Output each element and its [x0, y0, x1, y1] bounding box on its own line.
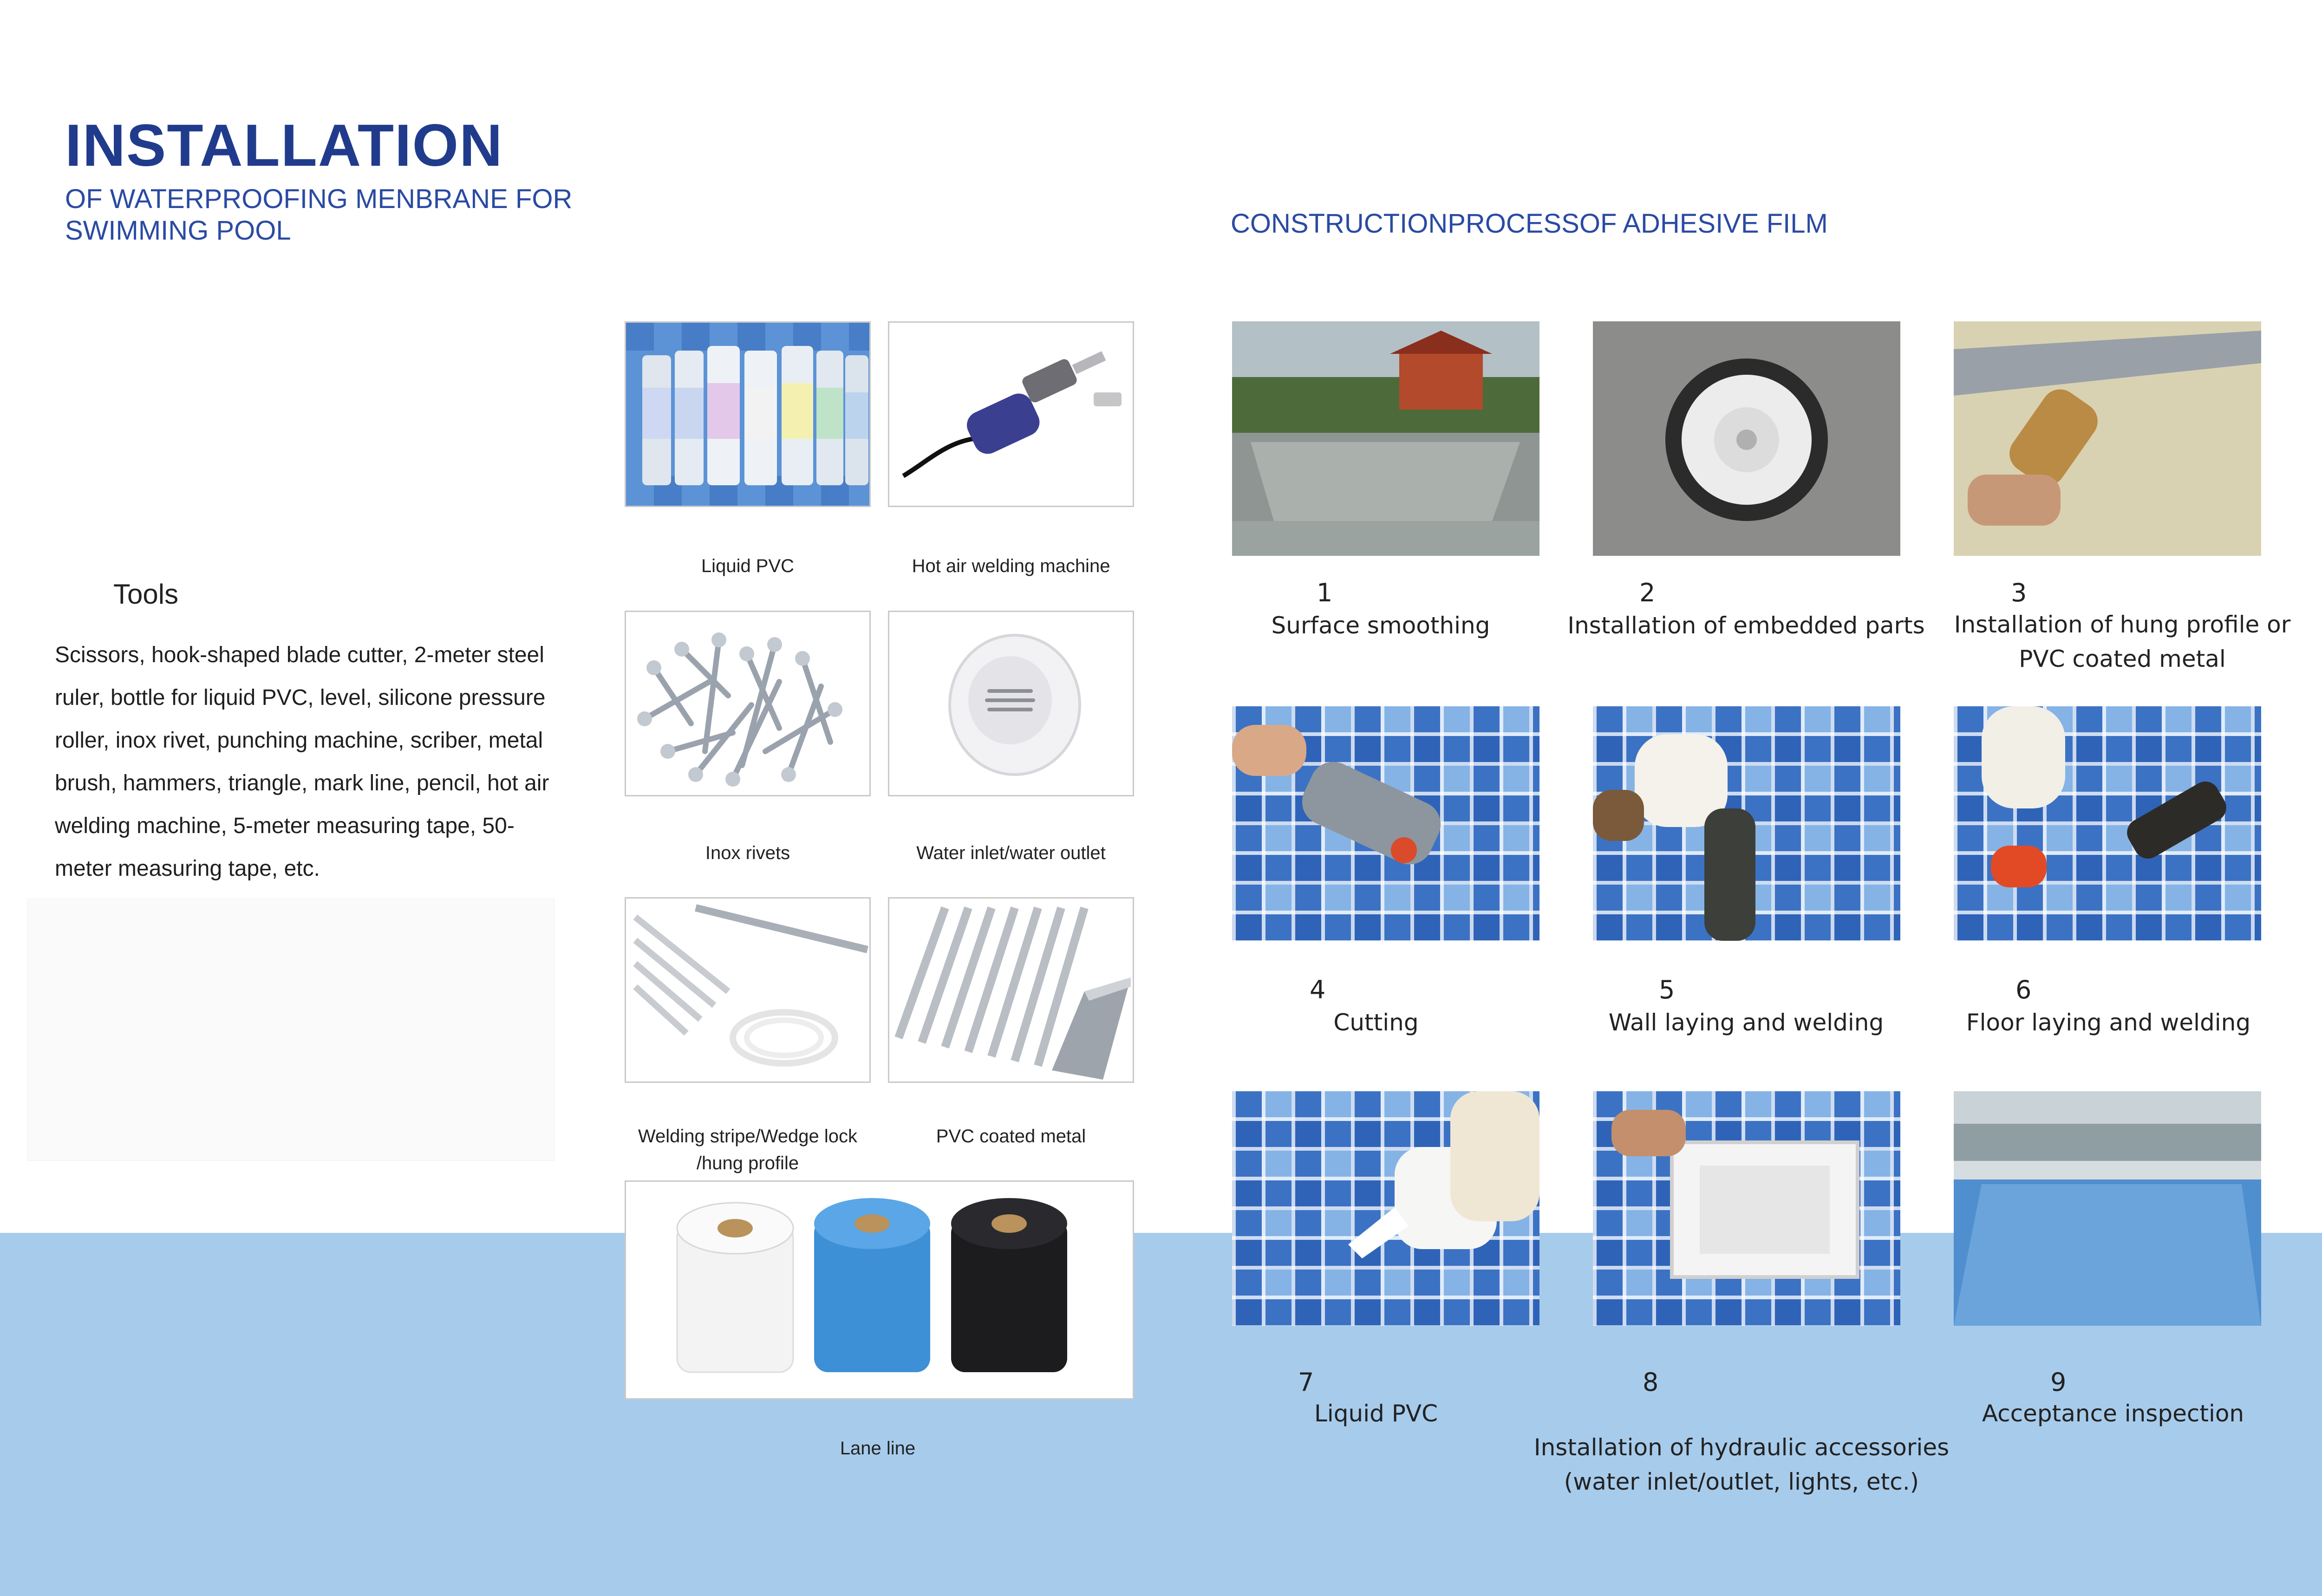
step-8-caption-line-2: (water inlet/outlet, lights, etc.) — [1564, 1468, 1919, 1495]
step-7-image — [1232, 1091, 1539, 1326]
step-2-number: 2 — [1639, 578, 1656, 607]
step-9-number: 9 — [2050, 1368, 2067, 1397]
step-4-caption: Cutting — [1333, 1009, 1419, 1036]
tools-heading: Tools — [113, 579, 179, 610]
inox-rivets-image — [625, 611, 871, 796]
step-6-number: 6 — [2015, 975, 2032, 1004]
tool-caption-liquid-pvc: Liquid PVC — [701, 556, 795, 576]
tools-note-box — [27, 899, 554, 1161]
step-2-image — [1593, 321, 1900, 556]
tool-caption-water-inlet-outlet: Water inlet/water outlet — [916, 843, 1106, 863]
page-title: INSTALLATION — [65, 112, 503, 179]
page-subtitle — [65, 183, 622, 247]
tool-caption-hot-air-welding-machine: Hot air welding machine — [912, 556, 1110, 576]
welding-stripe-caption-line-1: Welding stripe/Wedge lock — [638, 1126, 858, 1147]
subtitle-line-2: SWIMMING POOL — [65, 215, 291, 246]
step-5-number: 5 — [1659, 975, 1675, 1004]
step-1-caption: Surface smoothing — [1271, 612, 1490, 639]
tools-description: Scissors, hook-shaped blade cutter, 2-meter steel ruler, bottle for liquid PVC, level, silicone pressure roller, inox rivet, punching machine, scriber, metal brush, hammers, triangle, mark line, pencil, hot air welding machine, 5-meter measuring tape, 50-meter measuring tape, etc. — [55, 643, 549, 881]
step-3-image — [1954, 321, 2261, 556]
water-inlet-outlet-image — [888, 611, 1134, 796]
tool-caption-lane-line: Lane line — [840, 1438, 916, 1459]
hot-air-welding-machine-image — [888, 321, 1134, 507]
step-3-caption-line-2: PVC coated metal — [2019, 645, 2226, 672]
welding-stripe-caption-line-2: /hung profile — [696, 1153, 799, 1173]
step-7-caption: Liquid PVC — [1314, 1400, 1438, 1427]
step-5-image — [1593, 706, 1900, 941]
welding-stripe-image — [625, 897, 871, 1083]
tool-caption-inox-rivets: Inox rivets — [705, 843, 790, 863]
step-9-caption: Acceptance inspection — [1982, 1400, 2244, 1427]
subtitle-line-1: OF WATERPROOFING MENBRANE FOR — [65, 184, 573, 214]
step-8-image — [1593, 1091, 1900, 1326]
step-6-caption: Floor laying and welding — [1966, 1009, 2251, 1036]
step-2-caption: Installation of embedded parts — [1567, 612, 1925, 639]
step-6-image — [1954, 706, 2261, 941]
pvc-coated-metal-image — [888, 897, 1134, 1083]
tool-caption-pvc-coated-metal: PVC coated metal — [936, 1126, 1086, 1147]
step-8-caption-line-1: Installation of hydraulic accessories — [1533, 1434, 1950, 1461]
step-3-number: 3 — [2011, 578, 2027, 607]
tool-caption-welding-stripe — [608, 1123, 887, 1177]
step-3-caption-line-1: Installation of hung profile or — [1954, 611, 2291, 638]
process-title: CONSTRUCTIONPROCESSOF ADHESIVE FILM — [1231, 208, 1828, 239]
step-9-image — [1954, 1091, 2261, 1326]
step-4-number: 4 — [1310, 975, 1326, 1004]
step-3-caption — [1932, 607, 2313, 676]
step-1-number: 1 — [1317, 578, 1333, 607]
step-1-image — [1232, 321, 1539, 556]
step-5-caption: Wall laying and welding — [1608, 1009, 1884, 1036]
step-8-number: 8 — [1643, 1368, 1659, 1397]
lane-line-rolls-image — [625, 1180, 1134, 1400]
liquid-pvc-bottles-image — [625, 321, 871, 507]
step-8-caption — [1528, 1430, 1955, 1499]
step-7-number: 7 — [1298, 1368, 1314, 1397]
step-4-image — [1232, 706, 1539, 941]
